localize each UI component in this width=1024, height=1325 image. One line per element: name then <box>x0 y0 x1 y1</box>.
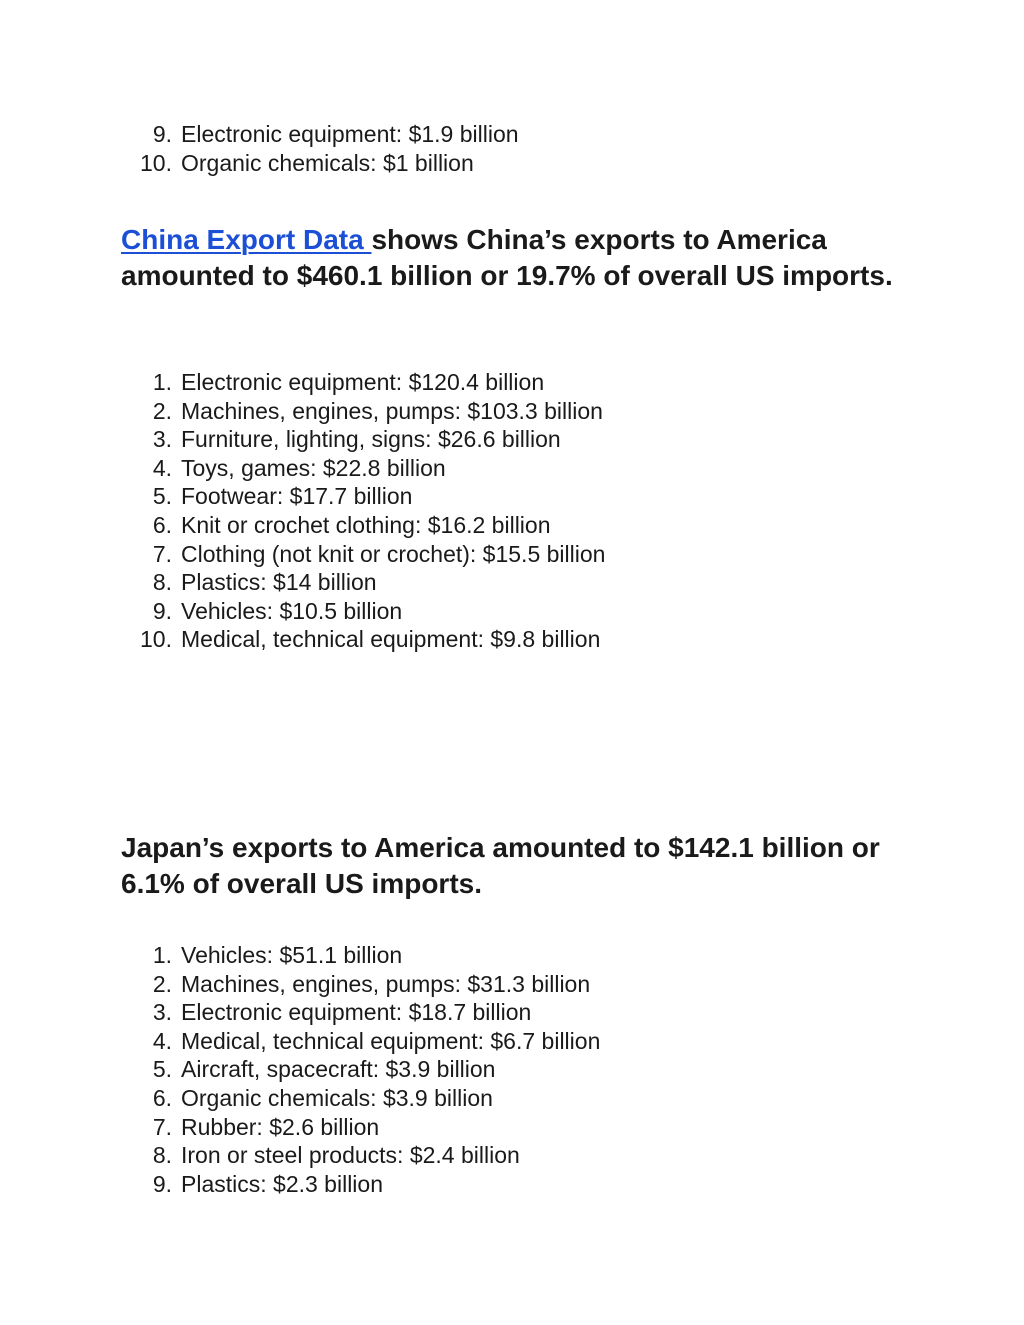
list-item-text: Electronic equipment: $18.7 billion <box>181 999 532 1026</box>
list-item-text: Toys, games: $22.8 billion <box>181 454 446 481</box>
list-item-number: 7. <box>152 540 172 567</box>
list-item-number: 9. <box>152 1170 172 1197</box>
list-item-text: Vehicles: $51.1 billion <box>181 942 403 968</box>
china-export-data-link[interactable]: China Export Data <box>121 224 372 255</box>
list-item-number: 7. <box>152 1113 172 1140</box>
list-item-text: Furniture, lighting, signs: $26.6 billion <box>181 426 561 453</box>
list-item-number: 6. <box>152 1084 172 1111</box>
list-item-number: 5. <box>152 483 172 510</box>
list-item-text: Aircraft, spacecraft: $3.9 billion <box>181 1056 496 1083</box>
list-item-number: 1. <box>152 942 172 968</box>
list-item-number: 9. <box>152 597 172 624</box>
list-item-number: 9. <box>152 121 172 147</box>
china-heading <box>121 222 921 293</box>
list-item-number: 8. <box>152 569 172 596</box>
japan-heading: Japan’s exports to America amounted to $142.1 billion or 6.1% of overall US imports. <box>121 832 880 899</box>
list-item-number: 2. <box>152 970 172 997</box>
list-item-text: Clothing (not knit or crochet): $15.5 billion <box>181 540 606 567</box>
list-item-number: 2. <box>152 397 172 424</box>
list-item-number: 8. <box>152 1142 172 1169</box>
list-item-number: 4. <box>152 1027 172 1054</box>
list-item-text: Rubber: $2.6 billion <box>181 1113 380 1140</box>
list-item-number: 5. <box>152 1056 172 1083</box>
list-item-text: Organic chemicals: $1 billion <box>181 149 474 176</box>
list-item-text: Machines, engines, pumps: $31.3 billion <box>181 970 591 997</box>
list-item-text: Electronic equipment: $120.4 billion <box>181 369 545 395</box>
china-heading-text: shows China’s exports to America amounted to $460.1 billion or 19.7% of overall US imports. <box>121 224 893 291</box>
list-item-number: 3. <box>152 426 172 453</box>
list-item-text: Medical, technical equipment: $9.8 billion <box>181 626 601 653</box>
list-item-text: Iron or steel products: $2.4 billion <box>181 1142 520 1169</box>
list-item-text: Machines, engines, pumps: $103.3 billion <box>181 397 603 424</box>
list-item-number: 1. <box>152 369 172 395</box>
list-item-number: 4. <box>152 454 172 481</box>
list-item-text: Organic chemicals: $3.9 billion <box>181 1084 493 1111</box>
list-item-number: 3. <box>152 999 172 1026</box>
list-item-text: Plastics: $14 billion <box>181 569 377 596</box>
list-item-text: Vehicles: $10.5 billion <box>181 597 403 624</box>
list-item-text: Electronic equipment: $1.9 billion <box>181 121 519 147</box>
list-item-number: 10. <box>140 626 172 653</box>
list-item-text: Medical, technical equipment: $6.7 billion <box>181 1027 601 1054</box>
list-item-number: 6. <box>152 511 172 538</box>
list-item-text: Plastics: $2.3 billion <box>181 1170 383 1197</box>
list-item-text: Footwear: $17.7 billion <box>181 483 413 510</box>
list-item-number: 10. <box>140 149 172 176</box>
list-item-text: Knit or crochet clothing: $16.2 billion <box>181 511 551 538</box>
